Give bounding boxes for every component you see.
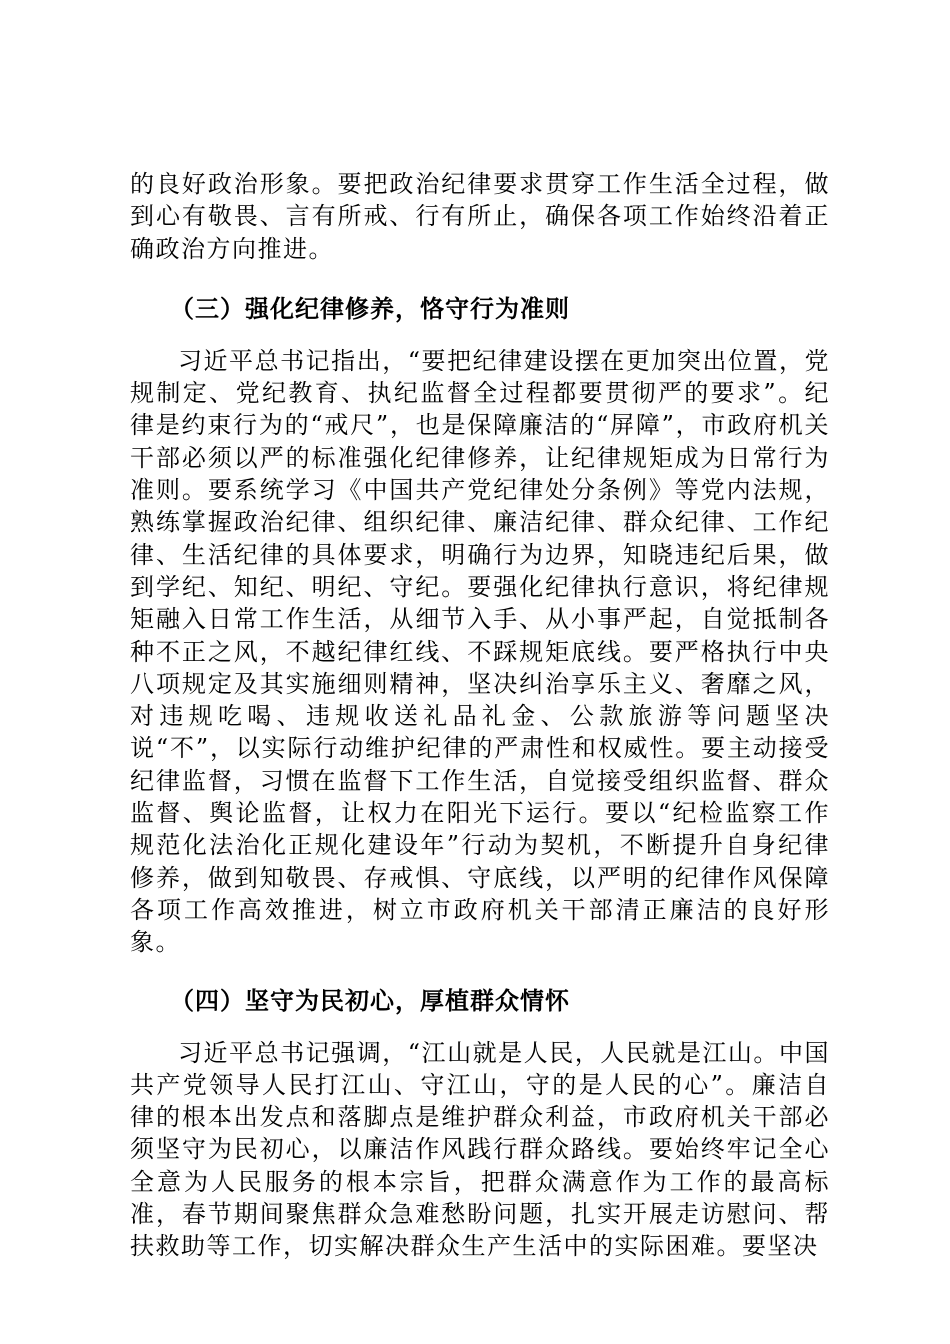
section-3-paragraph: 习近平总书记指出，“要把纪律建设摆在更加突出位置，党规制定、党纪教育、执纪监督全过程都要贯彻严的要求”。纪律是约束行为的“戒尺”，也是保障廉洁的“屏障”，市政府机关干部必须以严的标准强化纪律修养，让纪律规矩成为日常行为准则。要系统学习《中国共产党纪律处分条例》等党内法规，熟练掌握政治纪律、组织纪律、廉洁纪律、群众纪律、工作纪律、生活纪律的具体要求，明确行为边界，知晓违纪后果，做到学纪、知纪、明纪、守纪。要强化纪律执行意识，将纪律规矩融入日常工作生活，从细节入手、从小事严起，自觉抵制各种不正之风，不越纪律红线、不踩规矩底线。要严格执行中央八项规定及其实施细则精神，坚决纠治享乐主义、奢靡之风，对违规吃喝、违规收送礼品礼金、公款旅游等问题坚决说“不”，以实际行动维护纪律的严肃性和权威性。要主动接受纪律监督，习惯在监督下工作生活，自觉接受组织监督、群众监督、舆论监督，让权力在阳光下运行。要以“纪检监察工作规范化法治化正规化建设年”行动为契机，不断提升自身纪律修养，做到知敬畏、存戒惧、守底线，以严明的纪律作风保障各项工作高效推进，树立市政府机关干部清正廉洁的良好形象。 (130, 346, 830, 957)
section-heading-3: （三）强化纪律修养，恪守行为准则 (170, 294, 570, 323)
intro-paragraph: 的良好政治形象。要把政治纪律要求贯穿工作生活全过程，做到心有敬畏、言有所戒、行有所止，确保各项工作始终沿着正确政治方向推进。 (130, 170, 830, 263)
document-page (130, 168, 830, 1263)
section-heading-4: （四）坚守为民初心，厚植群众情怀 (170, 986, 570, 1015)
section-4-paragraph: 习近平总书记强调，“江山就是人民，人民就是江山。中国共产党领导人民打江山、守江山，守的是人民的心”。廉洁自律的根本出发点和落脚点是维护群众利益，市政府机关干部必须坚守为民初心，以廉洁作风践行群众路线。要始终牢记全心全意为人民服务的根本宗旨，把群众满意作为工作的最高标准，春节期间聚焦群众急难愁盼问题，扎实开展走访慰问、帮扶救助等工作，切实解决群众生产生活中的实际困难。要坚决 (130, 1038, 830, 1261)
